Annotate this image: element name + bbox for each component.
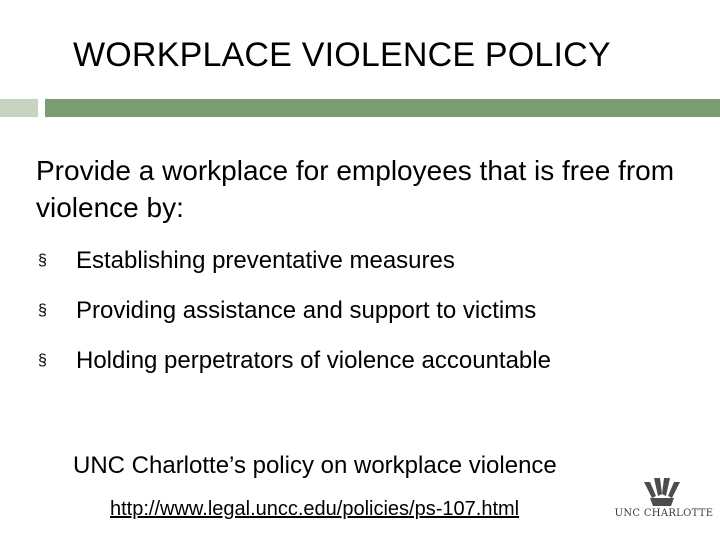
intro-text: Provide a workplace for employees that is free from violence by: — [36, 155, 675, 223]
bullet-item — [36, 246, 551, 296]
logo-wordmark: UNC CHARLOTTE — [614, 508, 714, 519]
slide-title: WORKPLACE VIOLENCE POLICY — [73, 36, 611, 74]
bullet-text: Providing assistance and support to victims — [76, 297, 537, 324]
policy-link[interactable]: http://www.legal.uncc.edu/policies/ps-107.html — [110, 498, 520, 520]
bullet-text: Establishing preventative measures — [76, 247, 455, 274]
unc-charlotte-logo — [606, 476, 718, 526]
crown-logo-icon — [640, 476, 684, 508]
bullet-item — [36, 296, 551, 346]
section-sign-icon: § — [38, 252, 47, 269]
section-sign-icon: § — [38, 302, 47, 319]
bullet-list — [36, 246, 551, 396]
title-divider-bar — [45, 99, 720, 117]
bullet-text: Holding perpetrators of violence accountable — [76, 347, 551, 374]
section-sign-icon: § — [38, 352, 47, 369]
title-divider-left — [0, 99, 38, 117]
bullet-item — [36, 346, 551, 396]
policy-caption: UNC Charlotte’s policy on workplace violence — [73, 452, 557, 479]
